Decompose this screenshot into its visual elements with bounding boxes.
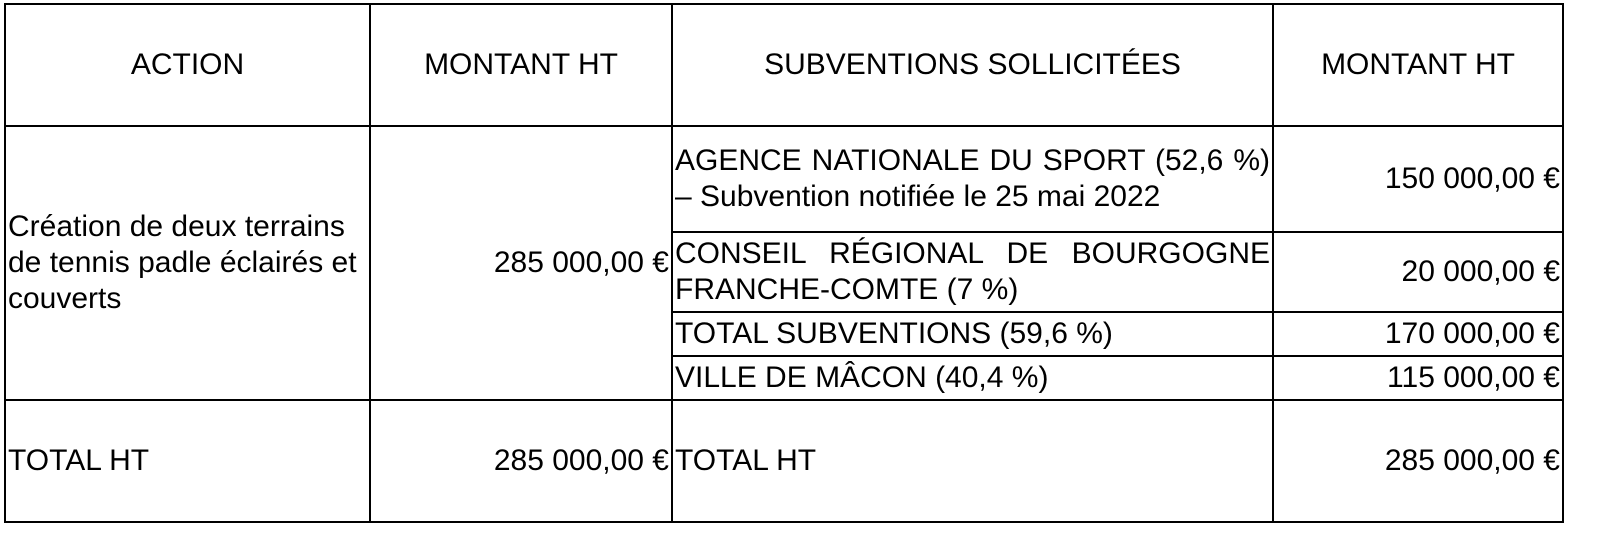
total-label-right: TOTAL HT — [672, 400, 1273, 522]
table-row — [5, 126, 1563, 232]
totals-row — [5, 400, 1563, 522]
total-label-left: TOTAL HT — [5, 400, 370, 522]
funding-table — [4, 3, 1564, 523]
subsidy-amount-ville: 115 000,00 € — [1273, 356, 1563, 400]
header-montant-ht: MONTANT HT — [370, 4, 672, 126]
action-description: Création de deux terrains de tennis padle éclairés et couverts — [5, 126, 370, 400]
total-amount-left: 285 000,00 € — [370, 400, 672, 522]
subsidy-label-total: TOTAL SUBVENTIONS (59,6 %) — [672, 312, 1273, 356]
subsidy-amount-total: 170 000,00 € — [1273, 312, 1563, 356]
action-amount: 285 000,00 € — [370, 126, 672, 400]
subsidy-amount-region: 20 000,00 € — [1273, 232, 1563, 312]
subsidy-label-region: CONSEIL RÉGIONAL DE BOURGOGNE FRANCHE-COMTE (7 %) — [672, 232, 1273, 312]
table-header-row — [5, 4, 1563, 126]
subsidy-label-ans: AGENCE NATIONALE DU SPORT (52,6 %) – Subvention notifiée le 25 mai 2022 — [672, 126, 1273, 232]
subsidy-amount-ans: 150 000,00 € — [1273, 126, 1563, 232]
header-montant-ht-subventions: MONTANT HT — [1273, 4, 1563, 126]
subsidy-label-ville: VILLE DE MÂCON (40,4 %) — [672, 356, 1273, 400]
header-action: ACTION — [5, 4, 370, 126]
header-subventions: SUBVENTIONS SOLLICITÉES — [672, 4, 1273, 126]
total-amount-right: 285 000,00 € — [1273, 400, 1563, 522]
